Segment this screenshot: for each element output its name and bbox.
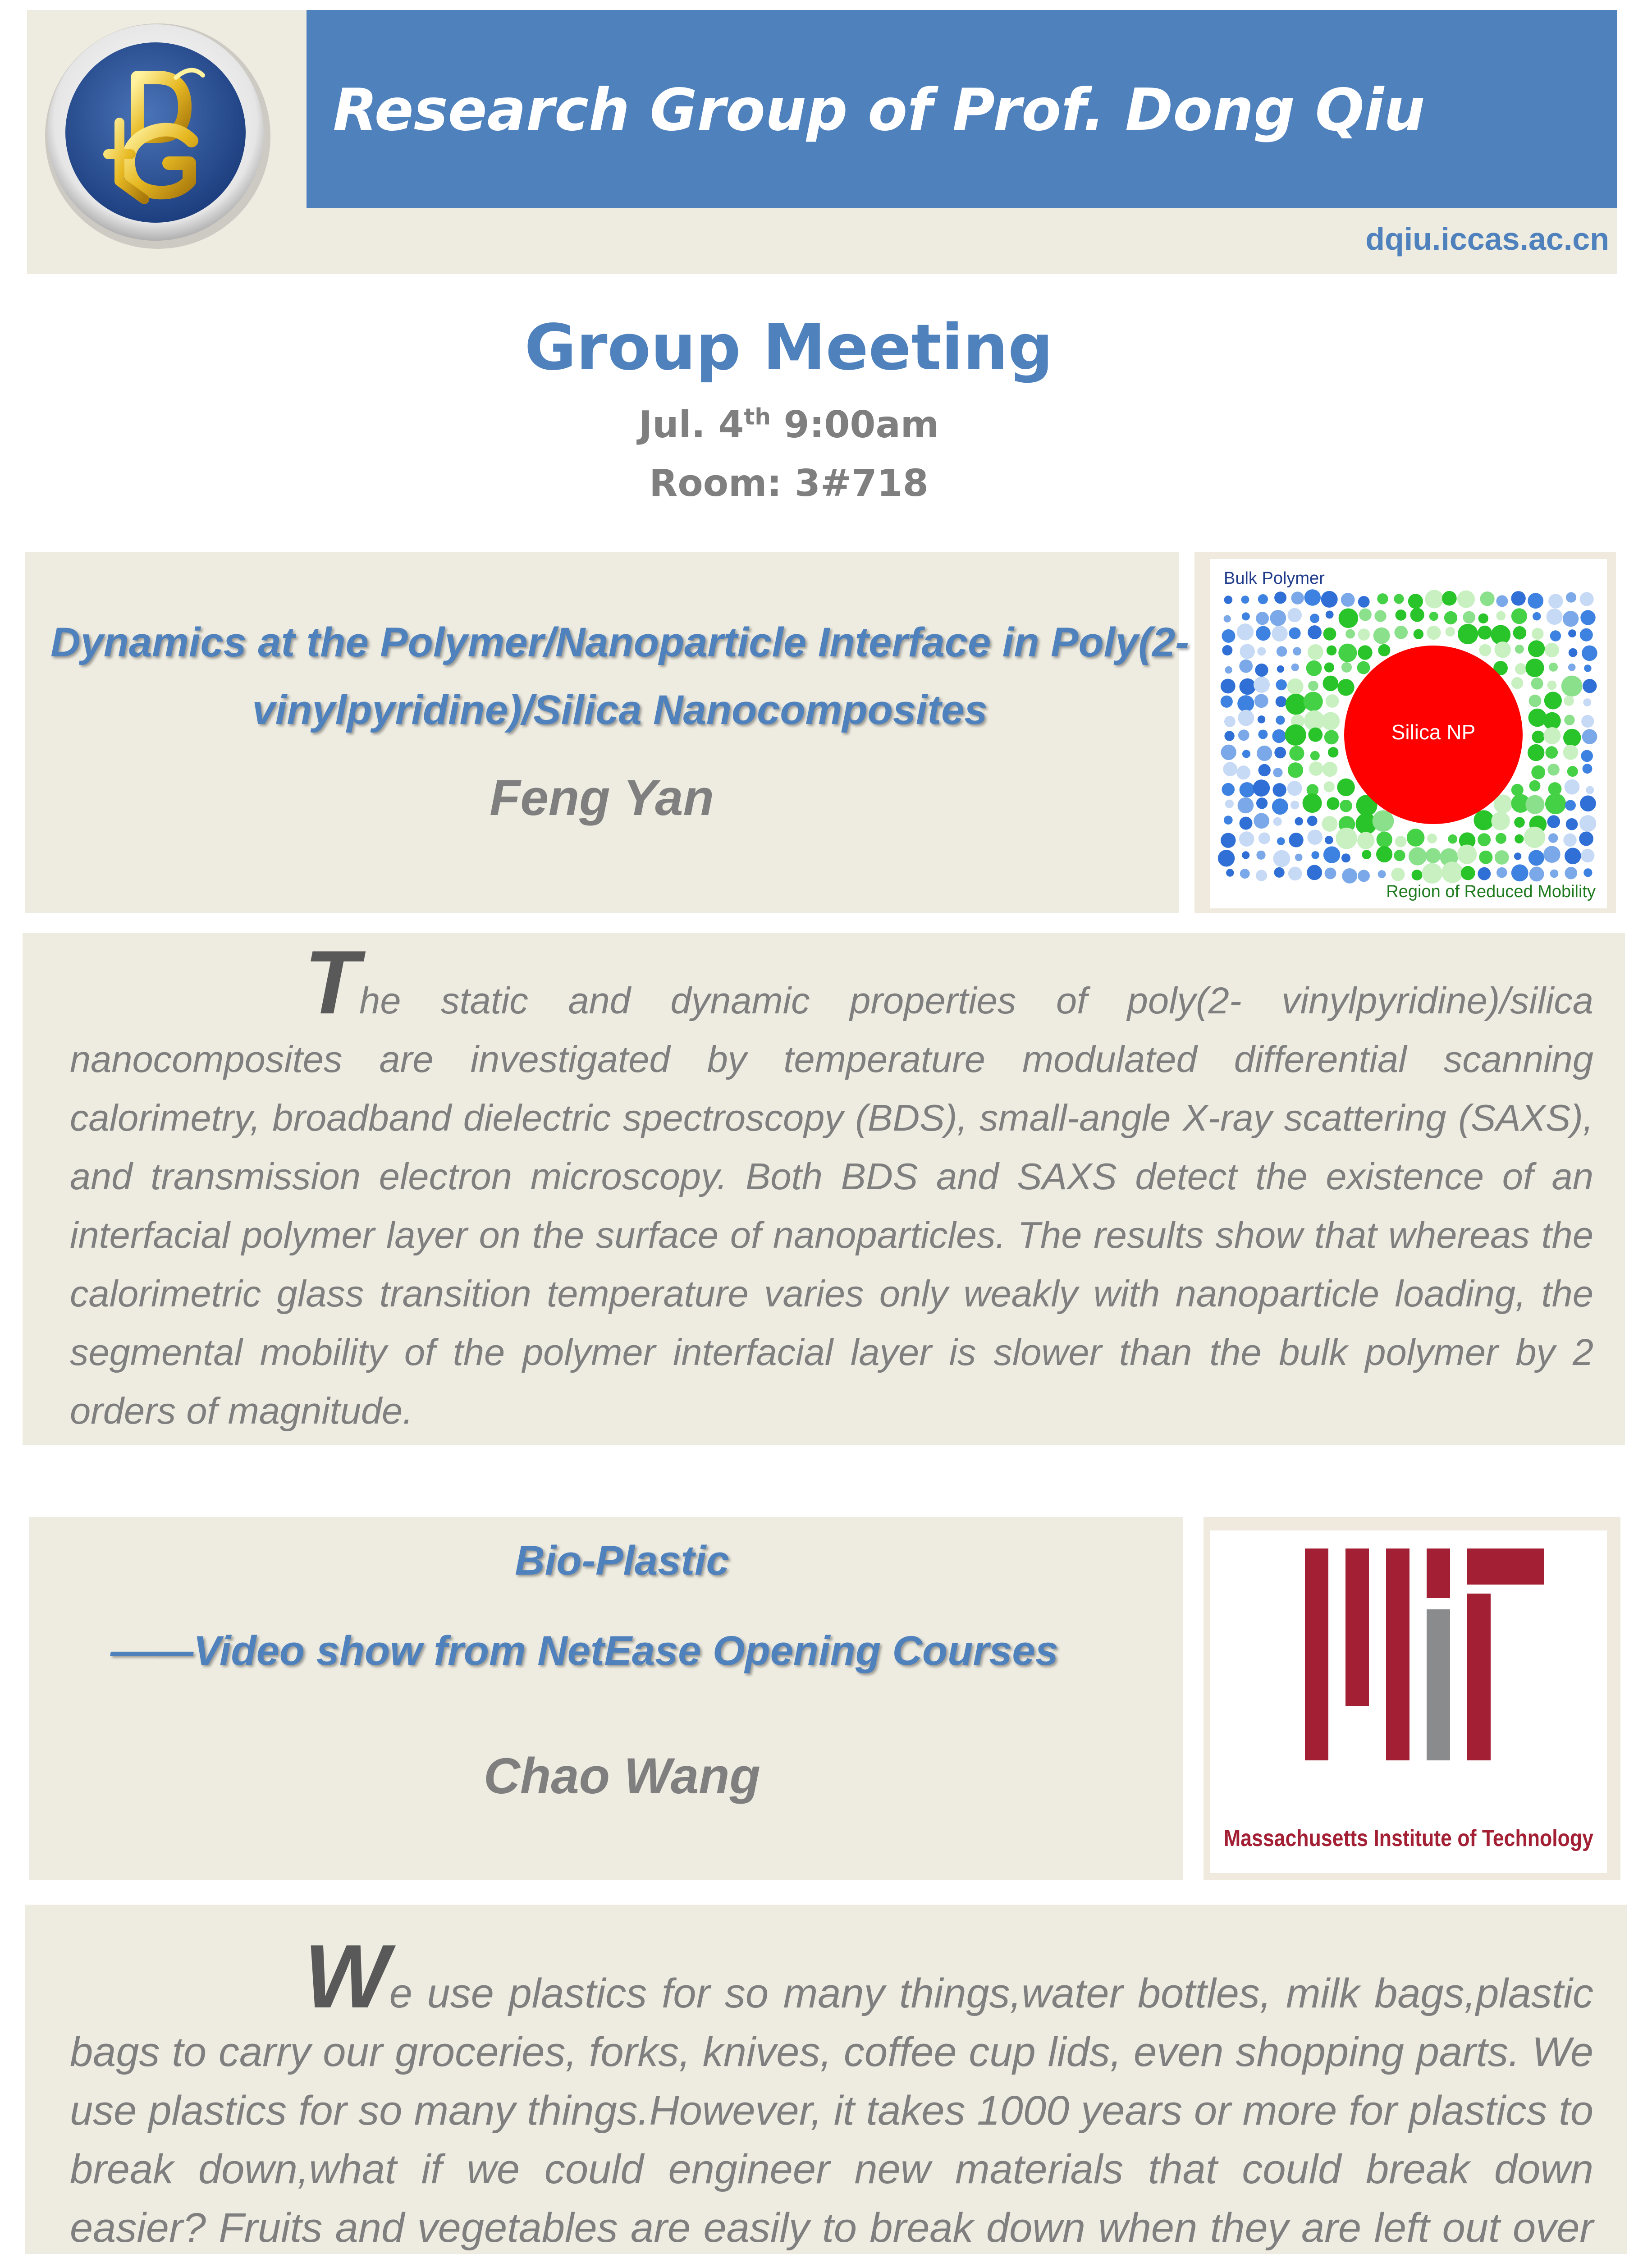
- interfacial-polymer-dot: [1544, 692, 1562, 709]
- meeting-room: Room: 3#718: [649, 462, 929, 505]
- interfacial-polymer-dot: [1496, 611, 1506, 621]
- interfacial-polymer-dot: [1461, 866, 1475, 880]
- bulk-polymer-dot: [1293, 647, 1301, 655]
- interfacial-polymer-dot: [1285, 724, 1306, 746]
- talk2-abstract-dropcap: W: [304, 1926, 389, 2027]
- interfacial-polymer-dot: [1547, 764, 1559, 775]
- bulk-polymer-dot: [1583, 868, 1592, 877]
- bulk-polymer-dot: [1226, 869, 1234, 876]
- bulk-polymer-dot: [1224, 596, 1233, 604]
- interfacial-polymer-dot: [1547, 681, 1557, 690]
- interfacial-polymer-dot: [1308, 728, 1323, 742]
- interfacial-polymer-dot: [1427, 834, 1437, 843]
- interfacial-polymer-dot: [1407, 829, 1425, 847]
- bulk-polymer-dot: [1291, 664, 1299, 671]
- interfacial-polymer-dot: [1446, 627, 1455, 637]
- bulk-polymer-dot: [1563, 834, 1576, 847]
- bulk-polymer-dot: [1272, 783, 1286, 797]
- bulk-polymer-dot: [1581, 750, 1593, 762]
- bulk-polymer-dot: [1238, 797, 1254, 814]
- interfacial-polymer-dot: [1524, 827, 1545, 848]
- bulk-polymer-dot: [1240, 644, 1255, 659]
- page-header-title: Research Group of Prof. Dong Qiu: [333, 77, 1425, 144]
- interfacial-polymer-dot: [1358, 628, 1370, 641]
- bulk-polymer-dot: [1287, 608, 1302, 623]
- talk2-speaker: Chao Wang: [484, 1748, 760, 1804]
- bulk-polymer-dot: [1240, 869, 1250, 879]
- bulk-polymer-dot: [1256, 870, 1267, 881]
- interfacial-polymer-dot: [1395, 626, 1408, 639]
- bulk-polymer-dot: [1236, 765, 1250, 779]
- bulk-polymer-dot: [1258, 764, 1271, 776]
- bulk-polymer-dot: [1272, 626, 1287, 641]
- bulk-polymer-dot: [1272, 729, 1286, 743]
- interfacial-polymer-dot: [1514, 817, 1525, 828]
- interfacial-polymer-dot: [1394, 594, 1404, 604]
- interfacial-polymer-dot: [1338, 644, 1357, 662]
- bulk-polymer-dot: [1548, 594, 1563, 608]
- interfacial-polymer-dot: [1515, 834, 1524, 843]
- interfacial-polymer-dot: [1359, 609, 1372, 621]
- meeting-date-time: 9:00am: [770, 403, 939, 446]
- interfacial-polymer-dot: [1323, 676, 1339, 692]
- bulk-polymer-dot: [1270, 610, 1286, 626]
- interfacial-polymer-dot: [1529, 695, 1542, 707]
- interfacial-polymer-dot: [1303, 793, 1322, 813]
- interfacial-polymer-dot: [1340, 800, 1352, 812]
- figure-label-bulk-polymer: Bulk Polymer: [1224, 569, 1325, 588]
- bulk-polymer-dot: [1568, 629, 1576, 637]
- bulk-polymer-dot: [1224, 731, 1234, 741]
- interfacial-polymer-dot: [1374, 610, 1386, 622]
- bulk-polymer-dot: [1565, 867, 1577, 880]
- bulk-polymer-dot: [1254, 813, 1269, 829]
- interfacial-polymer-dot: [1545, 793, 1566, 814]
- bulk-polymer-dot: [1582, 646, 1597, 661]
- interfacial-polymer-dot: [1511, 677, 1523, 689]
- bulk-polymer-dot: [1274, 747, 1286, 759]
- bulk-polymer-dot: [1358, 870, 1370, 882]
- interfacial-polymer-dot: [1409, 847, 1427, 865]
- interfacial-polymer-dot: [1408, 594, 1423, 609]
- interfacial-polymer-dot: [1479, 644, 1491, 656]
- bulk-polymer-dot: [1240, 782, 1255, 797]
- interfacial-polymer-dot: [1394, 850, 1405, 861]
- interfacial-polymer-dot: [1495, 850, 1509, 865]
- interfacial-polymer-dot: [1326, 694, 1339, 708]
- bulk-polymer-dot: [1565, 800, 1576, 811]
- interfacial-polymer-dot: [1373, 628, 1390, 644]
- bulk-polymer-dot: [1310, 614, 1319, 623]
- interfacial-polymer-dot: [1458, 624, 1478, 644]
- interfacial-polymer-dot: [1513, 626, 1527, 640]
- interfacial-polymer-dot: [1545, 643, 1559, 657]
- interfacial-polymer-dot: [1495, 641, 1511, 658]
- bulk-polymer-dot: [1325, 836, 1333, 844]
- bulk-polymer-dot: [1323, 846, 1340, 863]
- bulk-polymer-dot: [1240, 678, 1256, 695]
- bulk-polymer-dot: [1277, 665, 1284, 673]
- bulk-polymer-dot: [1256, 851, 1265, 860]
- interfacial-polymer-dot: [1324, 662, 1334, 672]
- bulk-polymer-dot: [1566, 592, 1576, 603]
- bulk-polymer-dot: [1583, 764, 1593, 774]
- interfacial-polymer-dot: [1309, 761, 1323, 776]
- bulk-polymer-dot: [1222, 783, 1235, 796]
- bulk-polymer-dot: [1291, 591, 1304, 604]
- talk2-figure-mit-logo: [1210, 1530, 1607, 1873]
- bulk-polymer-dot: [1238, 729, 1249, 741]
- meeting-date-ordinal: th: [744, 403, 771, 430]
- meeting-date-day: Jul. 4: [638, 403, 744, 446]
- interfacial-polymer-dot: [1288, 762, 1303, 778]
- interfacial-polymer-dot: [1358, 645, 1372, 660]
- interfacial-polymer-dot: [1549, 663, 1558, 672]
- bulk-polymer-dot: [1341, 853, 1350, 862]
- bulk-polymer-dot: [1272, 798, 1288, 815]
- interfacial-polymer-dot: [1286, 694, 1307, 715]
- bulk-polymer-dot: [1257, 746, 1272, 761]
- bulk-polymer-dot: [1224, 716, 1236, 727]
- bulk-polymer-dot: [1581, 715, 1594, 728]
- bulk-polymer-dot: [1496, 867, 1507, 878]
- talk2-subtitle: ——Video show from NetEase Opening Courses: [110, 1628, 1058, 1674]
- interfacial-polymer-dot: [1378, 644, 1390, 656]
- interfacial-polymer-dot: [1308, 644, 1323, 660]
- interfacial-polymer-dot: [1525, 659, 1544, 677]
- talk2-abstract-text: e use plastics for so many things,water bottles, milk bags,plastic bags to carry our groceries, forks, knives, coffee cup lids, even shopping parts. We use plastics for so many things.However, it takes 1000 years or more for plastics to break down,what if we could engineer new materials that could break down easier? Fruits and vegetables are easily to break down when they are left out over: [70, 1970, 1593, 2251]
- interfacial-polymer-dot: [1478, 833, 1491, 846]
- interfacial-polymer-dot: [1391, 868, 1405, 881]
- interfacial-polymer-dot: [1563, 745, 1578, 760]
- interfacial-polymer-dot: [1287, 678, 1304, 695]
- bulk-polymer-dot: [1580, 592, 1594, 606]
- interfacial-polymer-dot: [1479, 851, 1492, 864]
- talk1-abstract-text: he static and dynamic properties of poly(2- vinylpyridine)/silica nanocomposites are investigated by temperature modulated differential scanning calorimetry, broadband dielectric spectroscopy (BDS), small-angle X-ray scattering (SAXS), and transmission electron microscopy. Both BDS and SAXS detect the existence of an interfacial polymer layer on the surface of nanoparticles. The results show that whereas the calorimetric glass transition temperature varies only weakly with nanoparticle loading, the segmental mobility of the polymer interfacial layer is slower than the bulk polymer by 2 orders of magnitude.: [70, 980, 1593, 1432]
- bulk-polymer-dot: [1543, 846, 1560, 863]
- bulk-polymer-dot: [1221, 696, 1233, 708]
- bulk-polymer-dot: [1569, 648, 1578, 657]
- bulk-polymer-dot: [1496, 595, 1508, 607]
- bulk-polymer-dot: [1583, 698, 1591, 706]
- bulk-polymer-dot: [1273, 768, 1283, 777]
- bulk-polymer-dot: [1550, 870, 1559, 878]
- interfacial-polymer-dot: [1564, 715, 1574, 725]
- interfacial-polymer-dot: [1496, 833, 1506, 844]
- interfacial-polymer-dot: [1414, 629, 1423, 639]
- interfacial-polymer-dot: [1425, 590, 1443, 608]
- interfacial-polymer-dot: [1532, 731, 1545, 743]
- interfacial-polymer-dot: [1322, 816, 1338, 832]
- interfacial-polymer-dot: [1328, 747, 1338, 757]
- bulk-polymer-dot: [1528, 850, 1544, 866]
- interfacial-polymer-dot: [1377, 593, 1388, 604]
- mit-caption: Massachusetts Institute of Technology: [1224, 1825, 1594, 1851]
- bulk-polymer-dot: [1582, 729, 1597, 744]
- bulk-polymer-dot: [1256, 797, 1268, 809]
- bulk-polymer-dot: [1289, 628, 1300, 639]
- bulk-polymer-dot: [1547, 609, 1563, 625]
- interfacial-polymer-dot: [1567, 766, 1578, 777]
- bulk-polymer-dot: [1221, 833, 1236, 848]
- bulk-polymer-dot: [1287, 781, 1302, 796]
- bulk-polymer-dot: [1276, 679, 1287, 690]
- interfacial-polymer-dot: [1474, 810, 1494, 830]
- bulk-polymer-dot: [1289, 833, 1303, 847]
- bulk-polymer-dot: [1579, 832, 1593, 846]
- interfacial-polymer-dot: [1478, 614, 1488, 623]
- interfacial-polymer-dot: [1543, 712, 1561, 730]
- bulk-polymer-dot: [1325, 868, 1336, 880]
- interfacial-polymer-dot: [1395, 836, 1406, 847]
- interfacial-polymer-dot: [1377, 832, 1392, 848]
- bulk-polymer-dot: [1241, 596, 1249, 604]
- interfacial-polymer-dot: [1327, 646, 1336, 655]
- bulk-polymer-dot: [1225, 800, 1234, 808]
- interfacial-polymer-dot: [1448, 834, 1457, 844]
- bulk-polymer-dot: [1239, 831, 1254, 847]
- interfacial-polymer-dot: [1324, 730, 1339, 744]
- interfacial-polymer-dot: [1441, 861, 1463, 883]
- bulk-polymer-dot: [1254, 694, 1268, 708]
- bulk-polymer-dot: [1307, 829, 1323, 845]
- bulk-polymer-dot: [1580, 796, 1596, 812]
- interfacial-polymer-dot: [1528, 744, 1544, 761]
- bulk-polymer-dot: [1563, 611, 1579, 627]
- bulk-polymer-dot: [1242, 612, 1250, 620]
- interfacial-polymer-dot: [1528, 640, 1545, 657]
- bulk-polymer-dot: [1224, 615, 1231, 623]
- bulk-polymer-dot: [1276, 696, 1287, 707]
- interfacial-polymer-dot: [1323, 762, 1337, 777]
- bulk-polymer-dot: [1581, 849, 1594, 862]
- interfacial-polymer-dot: [1289, 746, 1304, 761]
- interfacial-polymer-dot: [1532, 628, 1543, 640]
- bulk-polymer-dot: [1288, 867, 1302, 881]
- figure-label-reduced-mobility: Region of Reduced Mobility: [1386, 882, 1596, 901]
- talk1-abstract-dropcap: T: [304, 932, 360, 1033]
- bulk-polymer-dot: [1273, 817, 1282, 826]
- interfacial-polymer-dot: [1357, 661, 1370, 674]
- bulk-polymer-dot: [1277, 837, 1285, 845]
- interfacial-polymer-dot: [1427, 626, 1441, 640]
- interfacial-polymer-dot: [1515, 663, 1527, 675]
- bulk-polymer-dot: [1342, 868, 1357, 884]
- interfacial-polymer-dot: [1341, 662, 1352, 673]
- bulk-polymer-dot: [1579, 815, 1596, 832]
- interfacial-polymer-dot: [1323, 628, 1336, 641]
- bulk-polymer-dot: [1307, 865, 1322, 880]
- bulk-polymer-dot: [1580, 628, 1593, 641]
- bulk-polymer-dot: [1304, 589, 1321, 606]
- bulk-polymer-dot: [1256, 612, 1269, 625]
- interfacial-polymer-dot: [1531, 765, 1545, 779]
- interfacial-polymer-dot: [1362, 850, 1371, 859]
- interfacial-polymer-dot: [1308, 681, 1318, 691]
- interfacial-polymer-dot: [1337, 679, 1354, 696]
- bulk-polymer-dot: [1321, 591, 1338, 608]
- bulk-polymer-dot: [1511, 591, 1525, 605]
- bulk-polymer-dot: [1258, 715, 1265, 723]
- interfacial-polymer-dot: [1339, 609, 1359, 628]
- interfacial-polymer-dot: [1511, 608, 1527, 624]
- bulk-polymer-dot: [1547, 815, 1560, 828]
- talk1-abstract: [70, 932, 1593, 1440]
- bulk-polymer-dot: [1528, 593, 1543, 609]
- bulk-polymer-dot: [1224, 815, 1233, 825]
- interfacial-polymer-dot: [1457, 845, 1477, 864]
- bulk-polymer-dot: [1277, 646, 1287, 656]
- bulk-polymer-dot: [1586, 786, 1594, 794]
- bulk-polymer-dot: [1242, 851, 1249, 859]
- interfacial-polymer-dot: [1563, 729, 1581, 747]
- bulk-polymer-dot: [1307, 816, 1318, 826]
- interfacial-polymer-dot: [1564, 696, 1574, 706]
- bulk-polymer-dot: [1274, 591, 1286, 604]
- bulk-polymer-dot: [1514, 852, 1521, 860]
- bulk-polymer-dot: [1256, 626, 1271, 641]
- talk2-title: Bio-Plastic: [515, 1538, 729, 1584]
- bulk-polymer-dot: [1358, 596, 1370, 608]
- bulk-polymer-dot: [1255, 664, 1268, 677]
- interfacial-polymer-dot: [1376, 846, 1392, 862]
- interfacial-polymer-dot: [1310, 751, 1320, 760]
- bulk-polymer-dot: [1511, 864, 1528, 881]
- bulk-polymer-dot: [1295, 817, 1303, 825]
- interfacial-polymer-dot: [1373, 810, 1394, 832]
- interfacial-polymer-dot: [1546, 746, 1558, 759]
- interfacial-polymer-dot: [1396, 609, 1407, 621]
- bulk-polymer-dot: [1258, 730, 1268, 739]
- bulk-polymer-dot: [1580, 610, 1595, 625]
- bulk-polymer-dot: [1239, 660, 1253, 673]
- bulk-polymer-dot: [1257, 647, 1266, 655]
- meeting-title: Group Meeting: [524, 311, 1053, 385]
- bulk-polymer-dot: [1237, 623, 1254, 640]
- interfacial-polymer-dot: [1337, 779, 1355, 796]
- bulk-polymer-dot: [1221, 745, 1236, 760]
- bulk-polymer-dot: [1295, 854, 1303, 861]
- bulk-polymer-dot: [1274, 867, 1285, 878]
- bulk-polymer-dot: [1311, 851, 1319, 859]
- bulk-polymer-dot: [1221, 679, 1236, 694]
- bulk-polymer-dot: [1222, 629, 1236, 643]
- bulk-polymer-dot: [1478, 867, 1491, 880]
- interfacial-polymer-dot: [1463, 611, 1475, 624]
- interfacial-polymer-dot: [1336, 828, 1357, 849]
- bulk-polymer-dot: [1583, 679, 1597, 693]
- interfacial-polymer-dot: [1480, 591, 1495, 606]
- bulk-polymer-dot: [1341, 593, 1355, 607]
- dqg-monogram-logo: [41, 19, 275, 253]
- bulk-polymer-dot: [1223, 762, 1237, 776]
- interfacial-polymer-dot: [1444, 611, 1457, 624]
- interfacial-polymer-dot: [1345, 629, 1355, 639]
- bulk-polymer-dot: [1276, 715, 1285, 724]
- figure-label-silica-np: Silica NP: [1391, 720, 1476, 744]
- interfacial-polymer-dot: [1322, 712, 1340, 730]
- interfacial-polymer-dot: [1306, 660, 1322, 676]
- interfacial-polymer-dot: [1478, 626, 1492, 640]
- bulk-polymer-dot: [1290, 801, 1299, 809]
- interfacial-polymer-dot: [1515, 645, 1524, 654]
- interfacial-polymer-dot: [1529, 780, 1541, 792]
- interfacial-polymer-dot: [1422, 863, 1442, 884]
- talk1-title: Dynamics at the Polymer/Nanoparticle Interface in Poly(2-vinylpyridine)/Silica Nanocomposites: [50, 619, 1189, 733]
- bulk-polymer-dot: [1242, 750, 1250, 758]
- interfacial-polymer-dot: [1491, 811, 1510, 830]
- talk1-figure-nanoparticle-diagram: [1210, 559, 1607, 908]
- bulk-polymer-dot: [1240, 817, 1253, 830]
- interfacial-polymer-dot: [1429, 612, 1438, 621]
- bulk-polymer-dot: [1258, 833, 1270, 844]
- bulk-polymer-dot: [1548, 833, 1558, 843]
- bulk-polymer-dot: [1565, 848, 1581, 865]
- bulk-polymer-dot: [1254, 677, 1270, 693]
- bulk-polymer-dot: [1533, 612, 1541, 621]
- bulk-polymer-dot: [1550, 630, 1561, 641]
- bulk-polymer-dot: [1218, 850, 1235, 866]
- interfacial-polymer-dot: [1561, 676, 1583, 697]
- interfacial-polymer-dot: [1457, 591, 1475, 608]
- bulk-polymer-dot: [1566, 818, 1578, 830]
- bulk-polymer-dot: [1326, 611, 1334, 619]
- interfacial-polymer-dot: [1324, 781, 1335, 792]
- bulk-polymer-dot: [1378, 870, 1386, 878]
- interfacial-polymer-dot: [1410, 608, 1424, 622]
- interfacial-polymer-dot: [1531, 678, 1543, 690]
- interfacial-polymer-dot: [1528, 709, 1547, 727]
- interfacial-polymer-dot: [1357, 832, 1374, 849]
- bulk-polymer-dot: [1237, 695, 1254, 712]
- bulk-polymer-dot: [1565, 779, 1580, 795]
- interfacial-polymer-dot: [1412, 870, 1423, 880]
- interfacial-polymer-dot: [1543, 727, 1560, 744]
- interfacial-polymer-dot: [1442, 591, 1457, 606]
- talk1-speaker: Feng Yan: [490, 770, 714, 826]
- talk2-abstract: [70, 1926, 1593, 2254]
- site-url-link[interactable]: dqiu.iccas.ac.cn: [1365, 221, 1609, 257]
- bulk-polymer-dot: [1253, 779, 1270, 797]
- bulk-polymer-dot: [1222, 645, 1232, 655]
- bulk-polymer-dot: [1584, 664, 1591, 672]
- bulk-polymer-dot: [1273, 850, 1290, 867]
- bulk-polymer-dot: [1529, 866, 1544, 881]
- interfacial-polymer-dot: [1304, 692, 1323, 711]
- interfacial-polymer-dot: [1426, 848, 1441, 863]
- meeting-date: [0, 403, 1578, 446]
- interfacial-polymer-dot: [1327, 797, 1339, 810]
- interfacial-polymer-dot: [1525, 795, 1544, 814]
- bulk-polymer-dot: [1258, 594, 1268, 604]
- bulk-polymer-dot: [1568, 664, 1576, 671]
- bulk-polymer-dot: [1308, 625, 1322, 639]
- bulk-polymer-dot: [1238, 710, 1254, 726]
- bulk-polymer-dot: [1225, 666, 1232, 673]
